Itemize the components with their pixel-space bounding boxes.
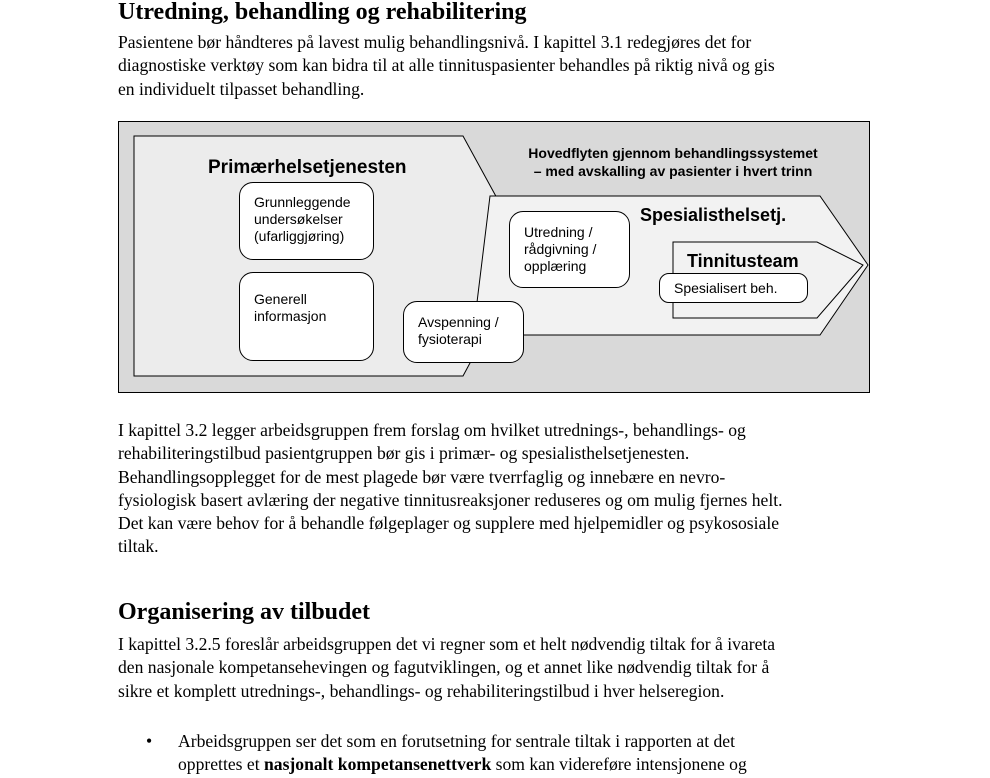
box-grunnleggende: [239, 182, 374, 260]
box-line: Spesialisert beh.: [674, 280, 778, 296]
box-line: informasjon: [254, 308, 327, 324]
box-generell: [239, 272, 374, 361]
intro-paragraph: [118, 31, 878, 101]
paragraph-line: en individuelt tilpasset behandling.: [118, 78, 365, 99]
diagram-title-line2: – med avskalling av pasienter i hvert trinn: [533, 163, 813, 179]
bullet-line2-pre: opprettes et: [178, 754, 264, 775]
paragraph-line: sikre et komplett utrednings-, behandlings- og rehabiliteringstilbud i hver helseregion.: [118, 680, 725, 701]
treatment-paragraph: [118, 419, 878, 559]
diagram-title-line1: Hovedflyten gjennom behandlingssystemet: [528, 145, 818, 161]
bullet-line2-post: som kan videreføre intensjonene og: [491, 754, 747, 775]
list-item: [118, 730, 878, 777]
section-heading-organisering: Organisering av tilbudet: [118, 599, 371, 625]
box-line: (ufarliggjøring): [254, 228, 345, 244]
paragraph-line: Det kan være behov for å behandle følgeplager og supplere med hjelpemidler og psykososiale: [118, 513, 780, 534]
paragraph-line: diagnostiske verktøy som kan bidra til at alle tinnituspasienter behandles på riktig nivå og gis: [118, 55, 775, 76]
box-line: Generell: [254, 291, 307, 307]
box-utredning: [509, 211, 630, 288]
bullet-list: [118, 730, 878, 777]
bullet-line2-bold: nasjonalt kompetansenettverk: [263, 754, 492, 775]
primary-care-label: Primærhelsetjenesten: [208, 157, 407, 178]
tinnitus-team-label: Tinnitusteam: [687, 251, 799, 271]
paragraph-line: rehabiliteringstilbud pasientgruppen bør gis i primær- og spesialisthelsetjenesten.: [118, 443, 690, 464]
bullet-icon: •: [146, 731, 153, 751]
box-avspenning: [403, 301, 524, 363]
box-line: rådgivning /: [524, 241, 597, 257]
box-line: opplæring: [524, 258, 587, 274]
paragraph-line: tiltak.: [118, 536, 159, 557]
box-line: fysioterapi: [418, 331, 482, 347]
box-line: Avspenning /: [418, 314, 499, 330]
box-line: undersøkelser: [254, 211, 343, 227]
box-spesialisert: [659, 273, 808, 303]
box-line: Grunnleggende: [254, 194, 351, 210]
section-heading-utredning: Utredning, behandling og rehabilitering: [118, 0, 527, 25]
organisation-paragraph: [118, 633, 878, 703]
specialist-care-label: Spesialisthelsetj.: [640, 205, 787, 225]
bullet-line1: Arbeidsgruppen ser det som en forutsetning for sentrale tiltak i rapporten at det: [178, 731, 735, 751]
diagram-title: [503, 144, 843, 180]
paragraph-line: fysiologisk basert avlæring der negative tinnitusreaksjoner reduseres og om mulig fjernes helt.: [118, 489, 783, 510]
paragraph-line: I kapittel 3.2.5 foreslår arbeidsgruppen det vi regner som et helt nødvendig tiltak for å ivareta: [118, 634, 776, 654]
paragraph-line: I kapittel 3.2 legger arbeidsgruppen frem forslag om hvilket utrednings-, behandlings- og: [118, 420, 746, 440]
paragraph-line: Behandlingsopplegget for de mest plagede bør være tverrfaglig og innebære en nevro-: [118, 466, 726, 487]
treatment-flow-diagram: [118, 121, 870, 393]
paragraph-line: den nasjonale kompetansehevingen og fagutviklingen, og et annet like nødvendig tiltak for å: [118, 657, 770, 678]
paragraph-line: Pasientene bør håndteres på lavest mulig behandlingsnivå. I kapittel 3.1 redegjøres det for: [118, 32, 752, 52]
box-line: Utredning /: [524, 224, 593, 240]
